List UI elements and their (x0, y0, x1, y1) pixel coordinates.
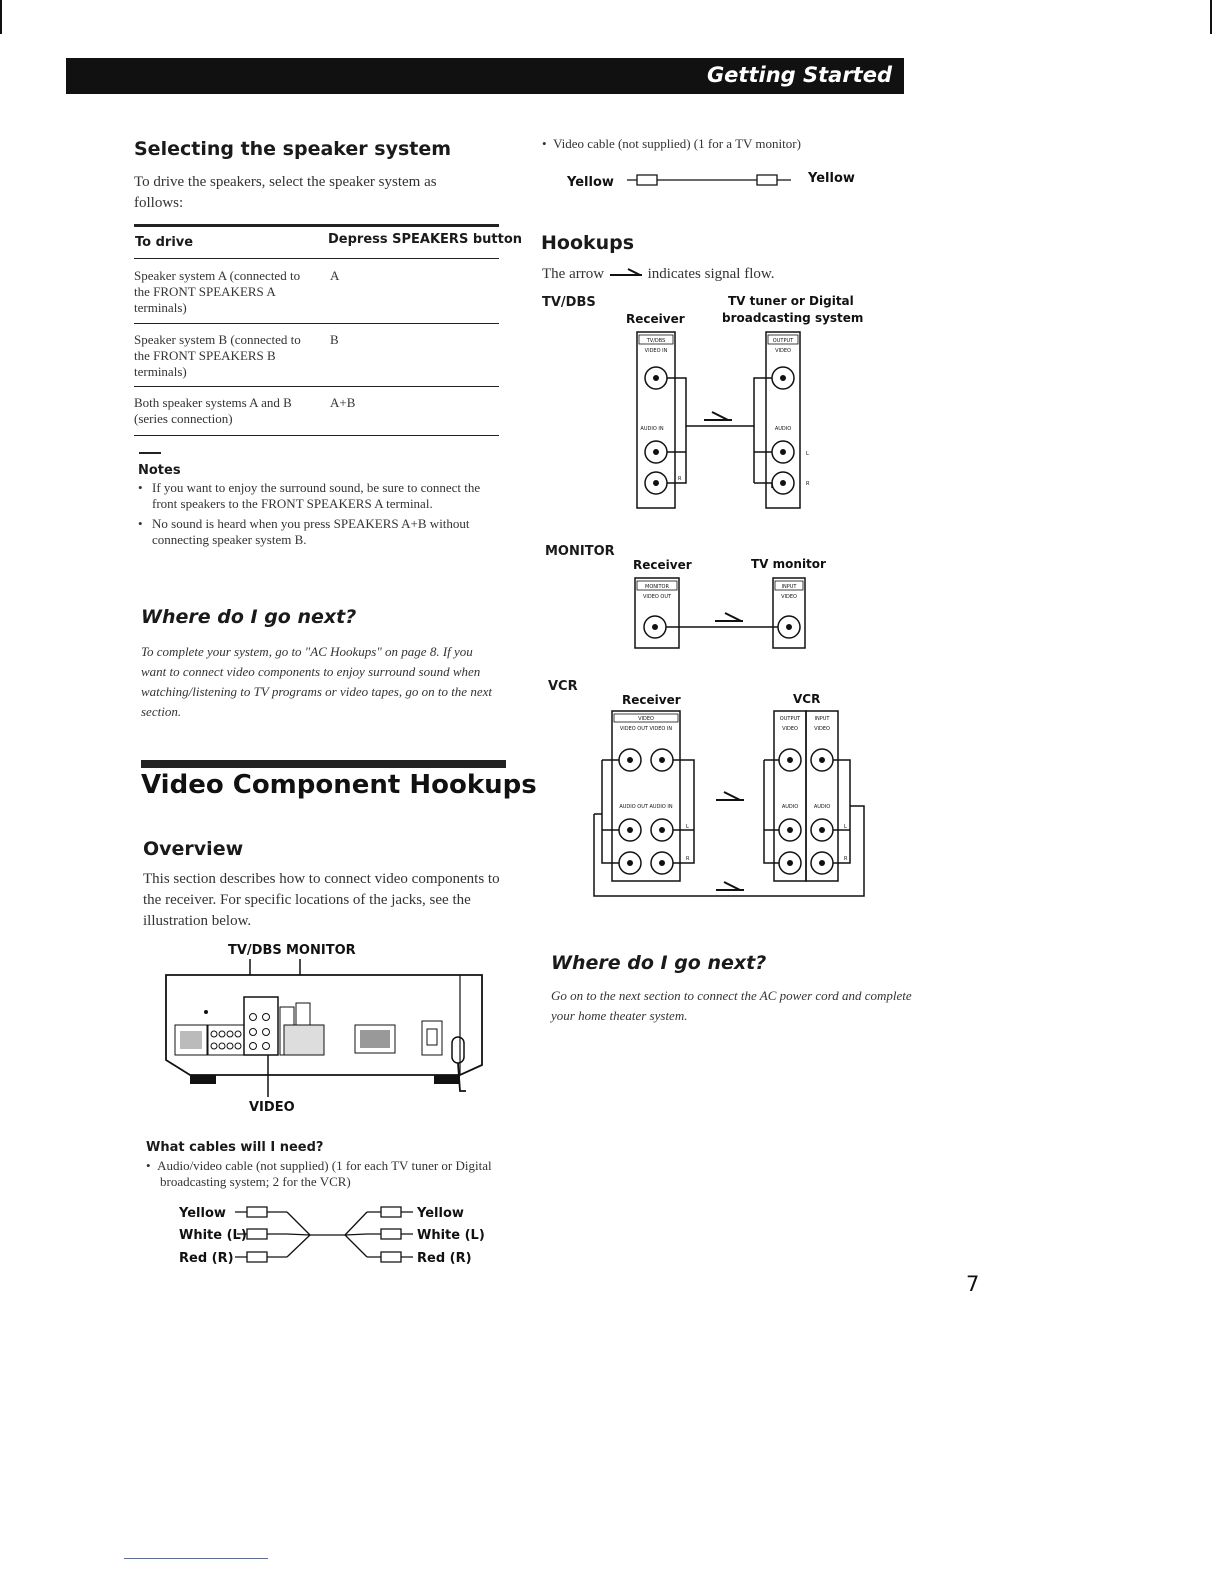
cable-label-left: Yellow (567, 175, 614, 190)
table-row-rule (134, 323, 499, 324)
tvdbs-diagram (600, 290, 870, 515)
cable-av-text: Audio/video cable (not supplied) (1 for each TV tuner or Digital broadcasting system; 2 for the VCR) (157, 1158, 492, 1189)
svg-text:AUDIO: AUDIO (781, 804, 799, 810)
vcr-diagram (590, 688, 870, 903)
bullet: • (542, 136, 554, 151)
svg-text:L: L (806, 451, 809, 457)
table-header-drive: To drive (135, 235, 194, 250)
monitor-diagram (625, 555, 835, 655)
table-header-rule (134, 258, 499, 259)
speaker-heading: Selecting the speaker system (134, 138, 452, 160)
notes-list (138, 480, 488, 552)
monitor-label: MONITOR (545, 544, 615, 559)
plug-label-right: Red (R) (417, 1251, 472, 1266)
svg-text:VIDEO: VIDEO (638, 716, 654, 722)
tvdbs-right-title: broadcasting system (722, 311, 864, 325)
scan-edge-mark (1210, 0, 1212, 34)
note-item: • No sound is heard when you press SPEAKERS A+B without connecting speaker system B. (138, 516, 488, 548)
bullet: • (146, 1158, 158, 1173)
svg-text:INPUT: INPUT (781, 584, 797, 590)
video-title-rule (141, 760, 506, 768)
tvdbs-right-title: TV tuner or Digital (728, 294, 854, 308)
svg-text:AUDIO OUT AUDIO IN: AUDIO OUT AUDIO IN (619, 804, 673, 810)
arrow-explanation (542, 264, 774, 285)
next-heading: Where do I go next? (141, 606, 357, 628)
table-row-drive: Speaker system B (connected to the FRONT SPEAKERS B terminals) (134, 332, 301, 379)
plug-label-right: Yellow (417, 1206, 464, 1221)
svg-text:AUDIO IN: AUDIO IN (640, 426, 664, 432)
svg-text:VIDEO: VIDEO (814, 726, 830, 732)
cable-item-av (146, 1158, 520, 1190)
table-row-drive: Both speaker systems A and B (series connection) (134, 395, 292, 426)
overview-text: This section describes how to connect video components to the receiver. For specific locations of the jacks, see the illustration below. (143, 871, 500, 929)
video-cable-item (542, 136, 902, 152)
vcr-right-title: VCR (793, 692, 821, 706)
monitor-right-title: TV monitor (751, 557, 826, 571)
video-title: Video Component Hookups (141, 770, 537, 800)
plug-label-right: White (L) (417, 1228, 485, 1243)
svg-text:VIDEO: VIDEO (781, 594, 797, 600)
svg-text:VIDEO OUT VIDEO IN: VIDEO OUT VIDEO IN (619, 726, 673, 732)
arrow-text-a: The arrow (542, 266, 605, 282)
table-row-drive: Speaker system A (connected to the FRONT SPEAKERS A terminals) (134, 268, 301, 315)
plug-label-left: Yellow (179, 1206, 226, 1221)
next-text: To complete your system, go to "AC Hookups" on page 8. If you want to connect video components to enjoy surround sound when watching/listening to TV programs or video tapes, go on to the next section. (141, 644, 492, 719)
cables-heading: What cables will I need? (146, 1140, 324, 1155)
cable-label-right: Yellow (808, 171, 855, 186)
svg-text:R: R (686, 856, 690, 862)
svg-text:TV/DBS: TV/DBS (646, 338, 666, 344)
svg-text:R: R (844, 856, 848, 862)
table-row-rule (134, 386, 499, 387)
monitor-left-title: Receiver (633, 558, 692, 572)
svg-text:VIDEO OUT: VIDEO OUT (642, 594, 672, 600)
svg-text:MONITOR: MONITOR (645, 584, 669, 590)
svg-text:AUDIO: AUDIO (813, 804, 831, 810)
header-bar (66, 58, 904, 94)
tvdbs-label: TV/DBS (542, 295, 596, 310)
panel-label-video: VIDEO (249, 1100, 295, 1115)
svg-text:OUTPUT: OUTPUT (779, 716, 801, 722)
rear-panel-illustration (160, 935, 500, 1120)
section-title: Getting Started (706, 63, 892, 87)
scan-edge-mark (0, 0, 2, 34)
svg-text:VIDEO IN: VIDEO IN (644, 348, 668, 354)
table-bottom-rule (134, 435, 499, 436)
av-cable-diagram (175, 1198, 485, 1276)
next-heading-2: Where do I go next? (551, 952, 767, 974)
table-row-button: B (330, 332, 339, 347)
svg-text:OUTPUT: OUTPUT (772, 338, 794, 344)
vcr-label: VCR (548, 679, 578, 694)
table-row-button: A+B (330, 395, 356, 410)
page-number: 7 (966, 1272, 980, 1296)
panel-label-monitor: MONITOR (286, 943, 356, 958)
note-item: • If you want to enjoy the surround sound, be sure to connect the front speakers to the FRONT SPEAKERS A terminal. (138, 480, 488, 512)
svg-text:INPUT: INPUT (814, 716, 830, 722)
notes-heading: Notes (138, 463, 181, 478)
speaker-intro: To drive the speakers, select the speaker system as follows: (134, 174, 437, 211)
video-cable-diagram (565, 162, 865, 194)
arrow-text-b: indicates signal flow. (647, 266, 775, 282)
video-cable-text: Video cable (not supplied) (1 for a TV monitor) (553, 136, 801, 151)
svg-text:L: L (686, 824, 689, 830)
table-top-rule (134, 224, 499, 227)
table-row-button: A (330, 268, 340, 283)
panel-label-tvdbs: TV/DBS (228, 943, 282, 958)
svg-text:R: R (678, 476, 682, 482)
svg-text:R: R (806, 481, 810, 487)
overview-heading: Overview (143, 838, 244, 860)
svg-text:VIDEO: VIDEO (782, 726, 798, 732)
svg-text:AUDIO: AUDIO (774, 426, 792, 432)
notes-marker (139, 452, 161, 454)
table-header-button: Depress SPEAKERS button (328, 232, 523, 247)
svg-text:L: L (844, 824, 847, 830)
plug-label-left: White (L) (179, 1228, 247, 1243)
plug-label-left: Red (R) (179, 1251, 234, 1266)
svg-text:VIDEO: VIDEO (775, 348, 791, 354)
tvdbs-left-title: Receiver (626, 312, 685, 326)
hookups-heading: Hookups (541, 232, 635, 254)
scan-edge-line (124, 1558, 268, 1559)
signal-arrow-icon (608, 266, 644, 278)
vcr-left-title: Receiver (622, 693, 681, 707)
next-text-2: Go on to the next section to connect the AC power cord and complete your home theater system. (551, 988, 912, 1023)
